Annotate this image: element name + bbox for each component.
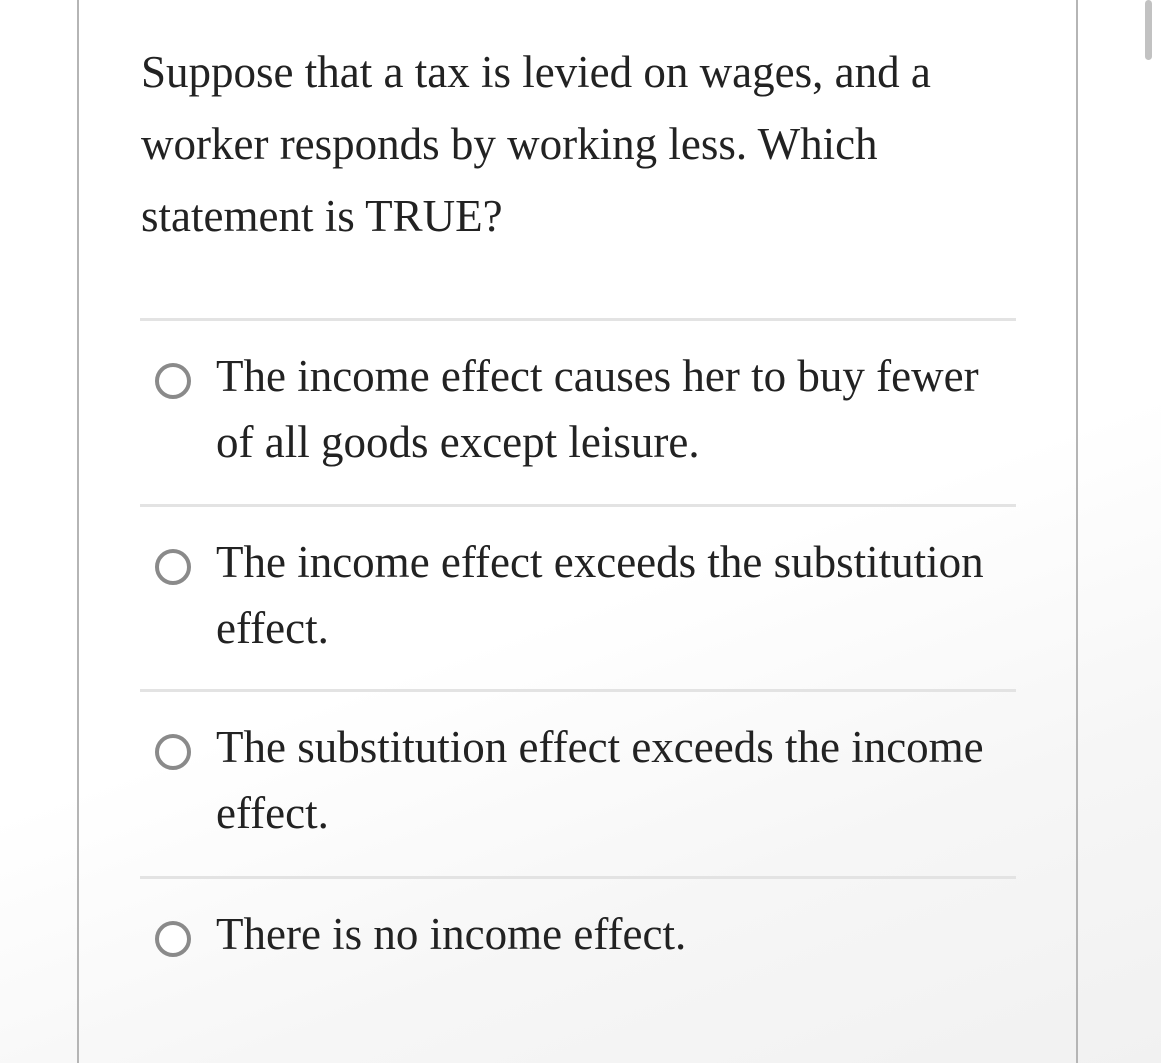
radio-circle-icon[interactable] — [155, 363, 191, 399]
option-substitution-exceeds-income[interactable] — [140, 692, 1016, 875]
option-label: The income effect exceeds the substitution effect. — [216, 537, 984, 653]
radio-circle-icon[interactable] — [155, 921, 191, 957]
scrollbar-thumb[interactable] — [1145, 0, 1152, 60]
radio-circle-icon[interactable] — [155, 549, 191, 585]
option-income-exceeds-substitution[interactable] — [140, 507, 1016, 690]
question-text: Suppose that a tax is levied on wages, and a worker responds by working less. Which statement is TRUE? — [141, 47, 931, 241]
option-income-effect-fewer-goods[interactable] — [140, 321, 1016, 504]
option-no-income-effect[interactable] — [140, 879, 1016, 999]
radio-circle-icon[interactable] — [155, 734, 191, 770]
card-right-border — [1076, 0, 1078, 1063]
option-label: The substitution effect exceeds the income effect. — [216, 722, 984, 838]
card-left-border — [77, 0, 79, 1063]
option-label: The income effect causes her to buy fewer of all goods except leisure. — [216, 351, 979, 467]
option-label: There is no income effect. — [216, 909, 687, 959]
